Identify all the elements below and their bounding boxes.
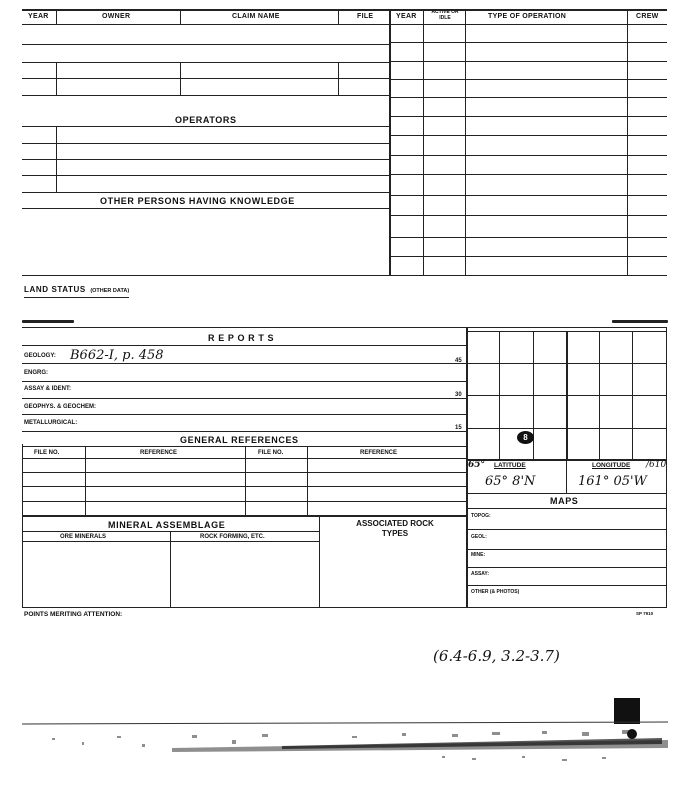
report-geology-num: 45 [455, 358, 462, 364]
maps-title: MAPS [550, 496, 579, 506]
operators-label: OPERATORS [175, 115, 237, 125]
longitude-suffix: /610 [646, 460, 667, 470]
other-persons-label: OTHER PERSONS HAVING KNOWLEDGE [100, 196, 295, 206]
ore-minerals-label: ORE MINERALS [60, 534, 107, 540]
header-active-or-idle: ACTIVE OR IDLE [431, 9, 459, 21]
map-geol: GEOL: [471, 534, 487, 540]
header-type-of-operation: TYPE OF OPERATION [488, 13, 567, 20]
map-other: OTHER (& PHOTOS) [471, 589, 520, 595]
map-mine: MINE: [471, 552, 486, 558]
map-topog: TOPOG: [471, 513, 491, 519]
land-status-label: LAND STATUS (OTHER DATA) [24, 279, 129, 298]
ref-file-no-1: FILE NO. [34, 450, 60, 456]
longitude-label: LONGITUDE [592, 462, 631, 469]
location-circle: 8 [517, 431, 534, 444]
map-assay: ASSAY: [471, 571, 490, 577]
latitude-value: 65° 8'N [485, 474, 536, 489]
form-code: SP 7910 [636, 611, 654, 616]
header-year: YEAR [28, 13, 49, 20]
ref-reference-2: REFERENCE [360, 450, 398, 456]
points-meriting-attention-label: POINTS MERITING ATTENTION: [24, 611, 123, 618]
header-claim-name: CLAIM NAME [232, 13, 280, 20]
report-engrg-label: ENGRG: [24, 370, 48, 376]
associated-rock-types-label: ASSOCIATED ROCK TYPES [356, 519, 434, 538]
latitude-prefix: 65° [468, 460, 486, 470]
header-crew: CREW [636, 13, 659, 20]
reports-title: R E P O R T S [208, 333, 275, 343]
mineral-assemblage-title: MINERAL ASSEMBLAGE [108, 520, 226, 530]
report-assay-label: ASSAY & IDENT: [24, 386, 72, 392]
ref-file-no-2: FILE NO. [258, 450, 284, 456]
report-geology-value: B662-I, p. 458 [70, 348, 164, 363]
header-year-2: YEAR [396, 13, 417, 20]
general-references-title: GENERAL REFERENCES [180, 435, 299, 445]
report-metallurgical-label: METALLURGICAL: [24, 420, 78, 426]
latitude-label: LATITUDE [494, 462, 526, 469]
longitude-value: 161° 05'W [578, 474, 647, 489]
header-owner: OWNER [102, 13, 131, 20]
ref-reference-1: REFERENCE [140, 450, 178, 456]
scan-noise-icon [22, 718, 668, 768]
report-geology-label: GEOLOGY: [24, 353, 56, 359]
header-file: FILE [357, 13, 374, 20]
handwritten-note: (6.4-6.9, 3.2-3.7) [433, 647, 560, 665]
report-metallurgical-num: 15 [455, 425, 462, 431]
report-geophys-label: GEOPHYS. & GEOCHEM: [24, 404, 97, 410]
report-assay-num: 30 [455, 392, 462, 398]
rock-forming-label: ROCK FORMING, ETC. [200, 534, 265, 540]
